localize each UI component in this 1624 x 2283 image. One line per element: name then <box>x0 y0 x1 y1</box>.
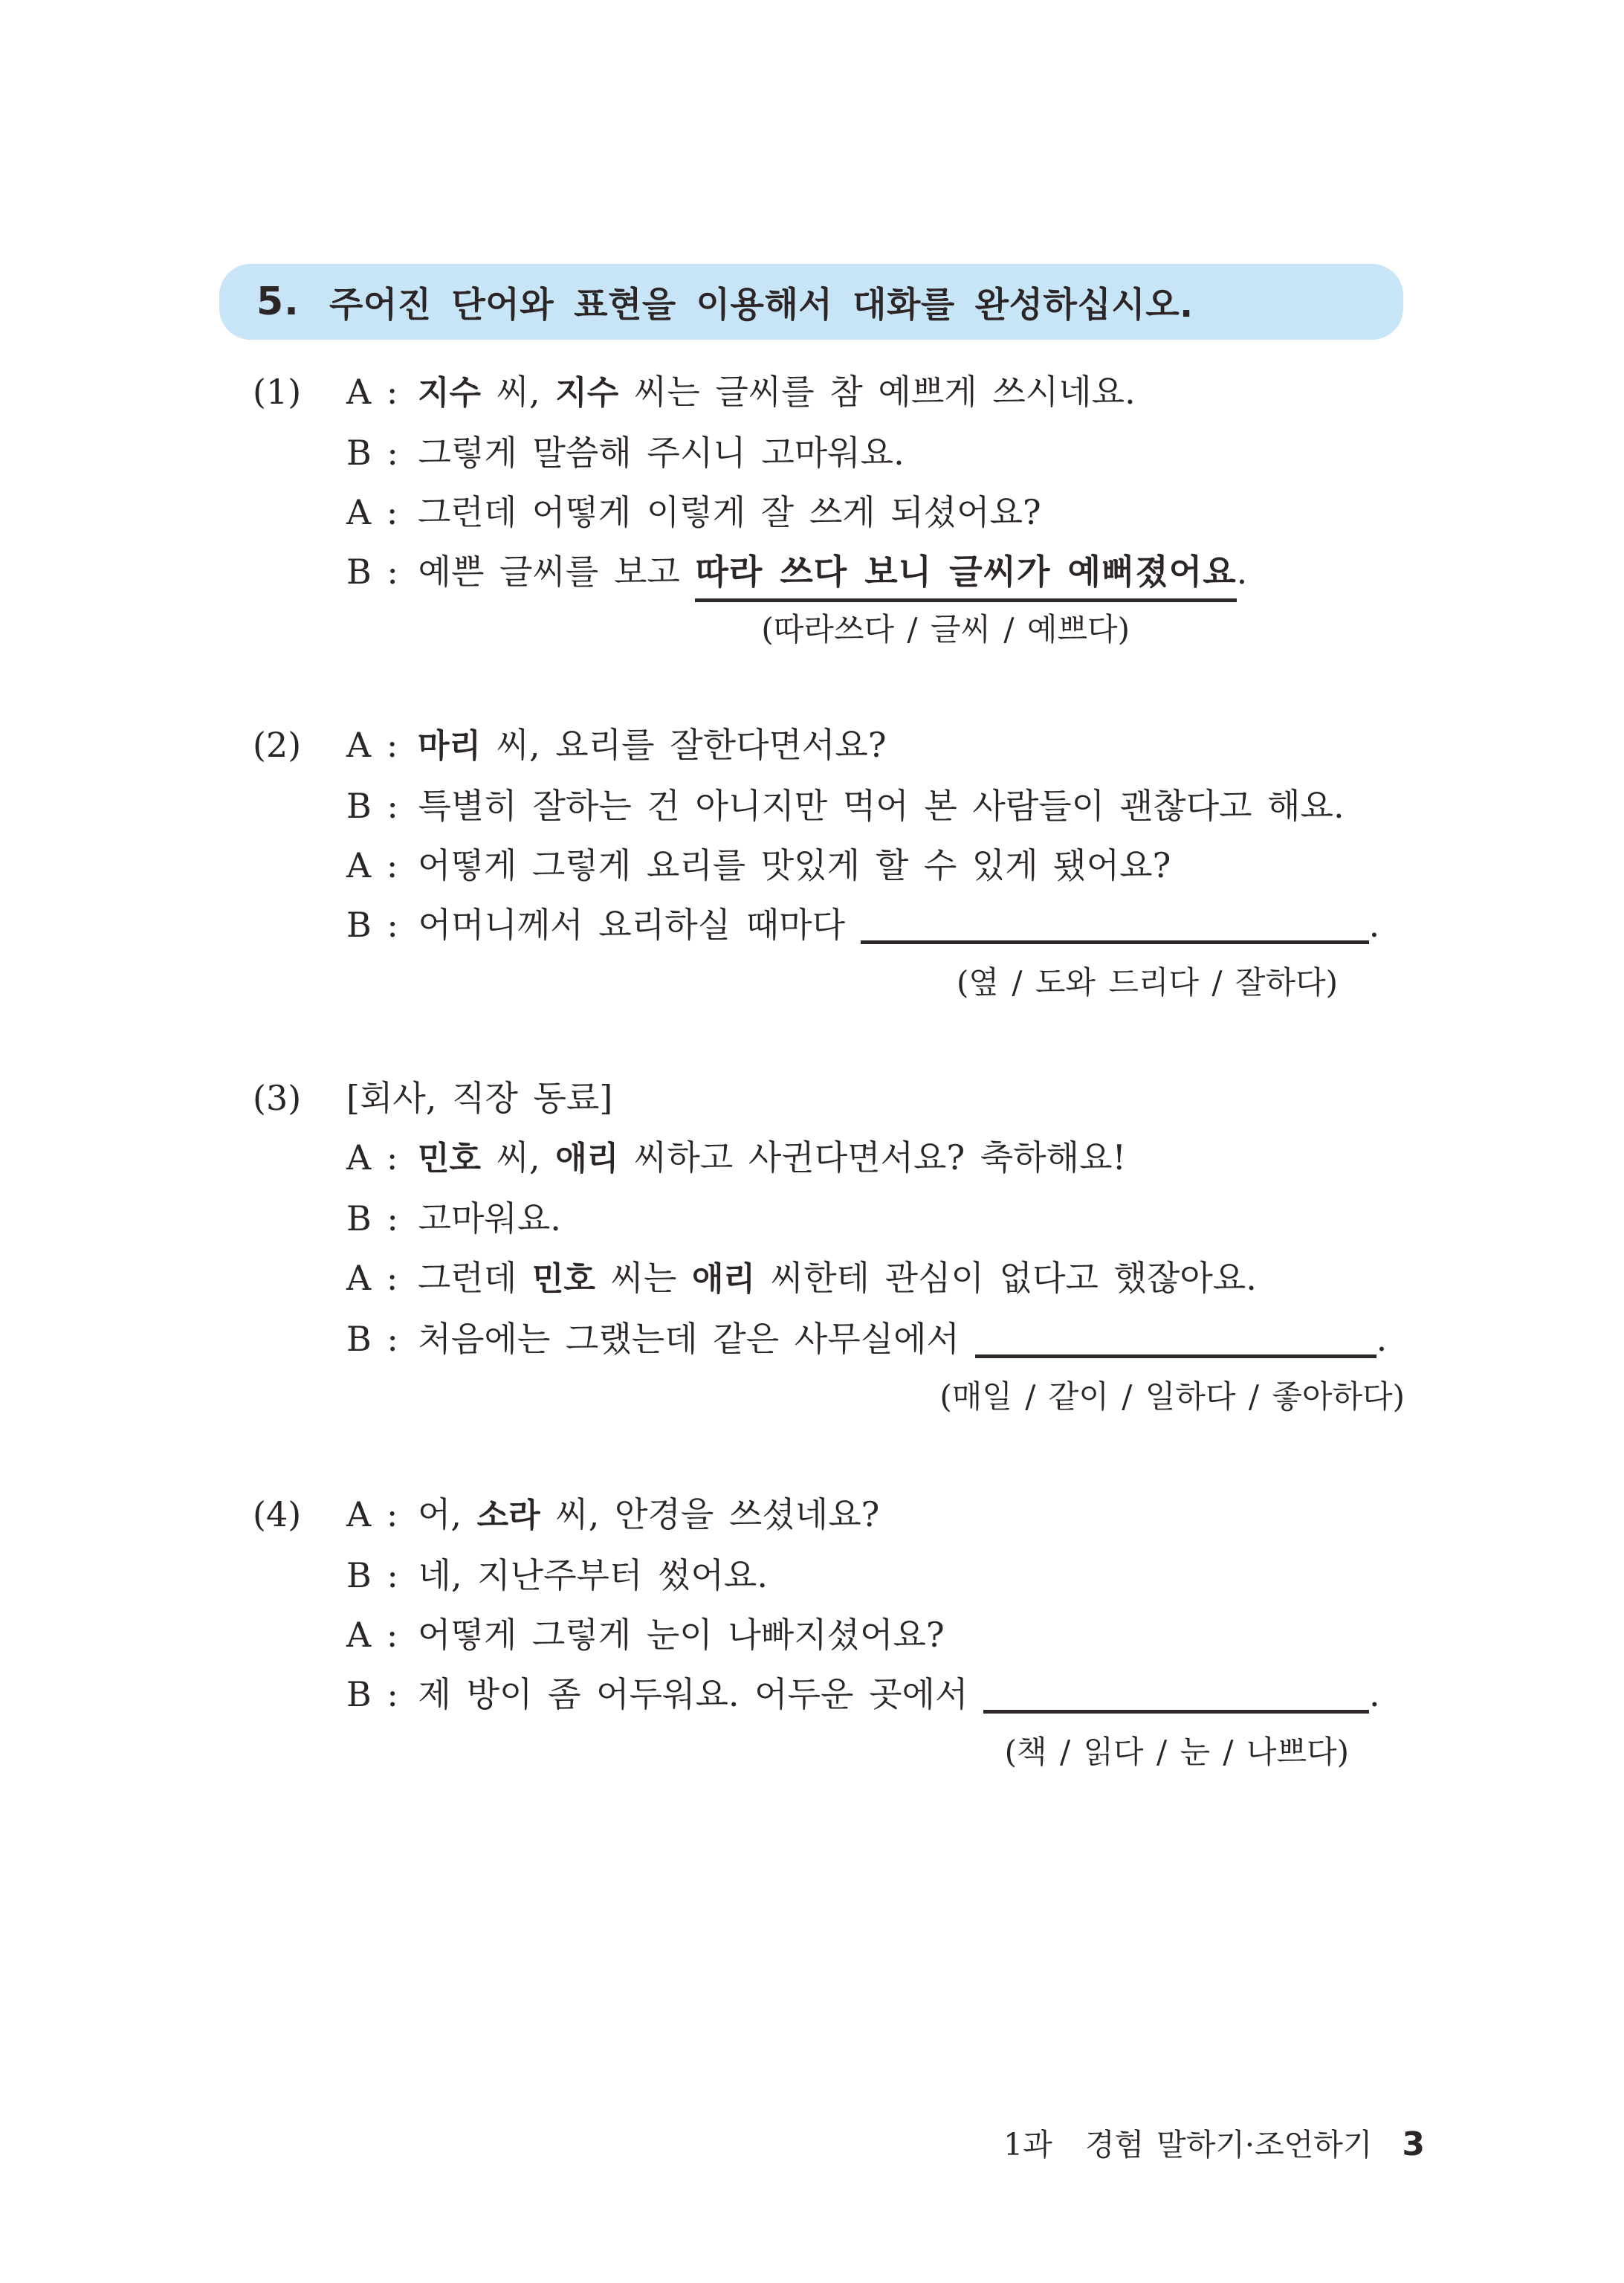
speaker-label: A : <box>346 1258 413 1298</box>
dialogue-line <box>346 1135 1624 1181</box>
blank-line <box>983 1677 1369 1714</box>
section-title: 주어진 단어와 표현을 이용해서 대화를 완성하십시오. <box>329 284 1194 326</box>
dialogue-text: 씨, 요리를 잘한다면서요? <box>480 725 887 765</box>
dialogue-text: 씨, 안경을 쓰셨네요? <box>540 1494 880 1534</box>
dialogue-line <box>346 1672 1624 1717</box>
footer-section-title: 경험 말하기·조언하기 <box>1084 2127 1373 2163</box>
exercise-2 <box>0 723 1624 1002</box>
speaker-label: A : <box>346 1137 413 1178</box>
speaker-label: B : <box>346 552 414 592</box>
dialogue-text: 씨, <box>480 1137 556 1178</box>
exercise-4 <box>0 1492 1624 1772</box>
dialogue-text: . <box>1236 552 1248 592</box>
exercise-number: (3) <box>253 1078 302 1118</box>
bold-name: 지수 <box>555 374 619 412</box>
dialogue-text: 고마워요. <box>418 1198 561 1239</box>
dialogue-text: 씨, <box>480 372 556 412</box>
dialogue-line <box>346 1256 1624 1302</box>
page-number: 3 <box>1402 2125 1425 2163</box>
dialogue-line <box>346 843 1624 888</box>
dialogue-text: [회사, 직장 동료] <box>346 1078 613 1118</box>
dialogue-text: . <box>1369 1674 1380 1714</box>
dialogue-line <box>346 1553 1624 1598</box>
dialogue-text: 제 방이 좀 어두워요. 어두운 곳에서 <box>418 1674 984 1714</box>
dialogue-text: 씨는 글씨를 참 예쁘게 쓰시네요. <box>618 372 1136 412</box>
dialogue-line <box>346 1317 1624 1361</box>
dialogue-text: 씨는 <box>595 1258 693 1298</box>
dialogue-line <box>346 723 1624 769</box>
dialogue-text: 씨한테 관심이 없다고 했잖아요. <box>755 1258 1257 1298</box>
dialogue-text: 네, 지난주부터 썼어요. <box>418 1555 768 1595</box>
dialogue-text: 씨하고 사귄다면서요? 축하해요! <box>618 1137 1126 1178</box>
word-hint: (옆 / 도와 드리다 / 잘하다) <box>957 964 1338 1001</box>
dialogue-text: . <box>1368 905 1380 945</box>
dialogue-line <box>346 1196 1624 1241</box>
dialogue-text: 그런데 어떻게 이렇게 잘 쓰게 되셨어요? <box>417 492 1041 532</box>
section-header <box>219 264 1403 340</box>
dialogue-text: 처음에는 그랬는데 같은 사무실에서 <box>418 1319 975 1359</box>
speaker-label: A : <box>346 1615 413 1655</box>
speaker-label: B : <box>346 786 414 826</box>
bold-name: 마리 <box>417 727 481 765</box>
dialogue-line <box>346 369 1624 416</box>
bold-name: 애리 <box>692 1260 756 1298</box>
bold-name: 민호 <box>531 1260 595 1298</box>
dialogue-line <box>346 902 1624 947</box>
dialogue-text: 어떻게 그렇게 눈이 나빠지셨어요? <box>417 1615 945 1655</box>
bold-name: 애리 <box>555 1140 619 1178</box>
word-hint: (따라쓰다 / 글씨 / 예쁘다) <box>761 611 1130 648</box>
dialogue-text: 어떻게 그렇게 요리를 맛있게 할 수 있게 됐어요? <box>417 845 1171 885</box>
dialogue-text: 어, <box>417 1494 477 1534</box>
word-hint: (책 / 읽다 / 눈 / 나쁘다) <box>1004 1734 1349 1770</box>
bold-name: 지수 <box>417 374 481 412</box>
footer-chapter: 1과 <box>1003 2127 1052 2163</box>
bold-name: 민호 <box>417 1140 481 1178</box>
dialogue-line <box>346 490 1624 535</box>
exercise-1 <box>0 369 1624 649</box>
dialogue-text: 어머니께서 요리하실 때마다 <box>418 905 861 945</box>
answer-underlined: 따라 쓰다 보니 글씨가 예뻐졌어요 <box>695 552 1236 602</box>
speaker-label: A : <box>346 372 413 412</box>
exercise-number: (4) <box>253 1494 302 1534</box>
blank-line <box>861 908 1369 944</box>
speaker-label: A : <box>346 1494 413 1534</box>
blank-line <box>975 1322 1376 1358</box>
exercise-number: (1) <box>253 372 302 412</box>
dialogue-text: 그렇게 말씀해 주시니 고마워요. <box>418 433 905 473</box>
speaker-label: A : <box>346 725 413 765</box>
dialogue-line <box>346 1612 1624 1657</box>
word-hint: (매일 / 같이 / 일하다 / 좋아하다) <box>939 1378 1405 1415</box>
dialogue-line <box>346 549 1624 594</box>
speaker-label: B : <box>346 433 414 473</box>
dialogue-line <box>346 784 1624 828</box>
bold-name: 소라 <box>476 1496 540 1534</box>
speaker-label: B : <box>346 1674 414 1714</box>
speaker-label: B : <box>346 1198 414 1239</box>
speaker-label: A : <box>346 845 413 885</box>
dialogue-text: 그런데 <box>417 1258 532 1298</box>
speaker-label: A : <box>346 492 413 532</box>
section-number: 5. <box>256 280 300 324</box>
page-footer <box>1003 2120 1425 2164</box>
dialogue-line <box>346 430 1624 475</box>
dialogue-text: 예쁜 글씨를 보고 <box>418 552 696 592</box>
speaker-label: B : <box>346 1555 414 1595</box>
speaker-label: B : <box>346 905 414 945</box>
dialogue-text: 특별히 잘하는 건 아니지만 먹어 본 사람들이 괜찮다고 해요. <box>418 786 1345 826</box>
exercise-3 <box>0 1076 1624 1416</box>
exercise-number: (2) <box>253 725 302 765</box>
dialogue-line <box>346 1492 1624 1538</box>
dialogue-line <box>346 1076 1624 1120</box>
dialogue-text: . <box>1376 1319 1388 1359</box>
speaker-label: B : <box>346 1319 414 1359</box>
